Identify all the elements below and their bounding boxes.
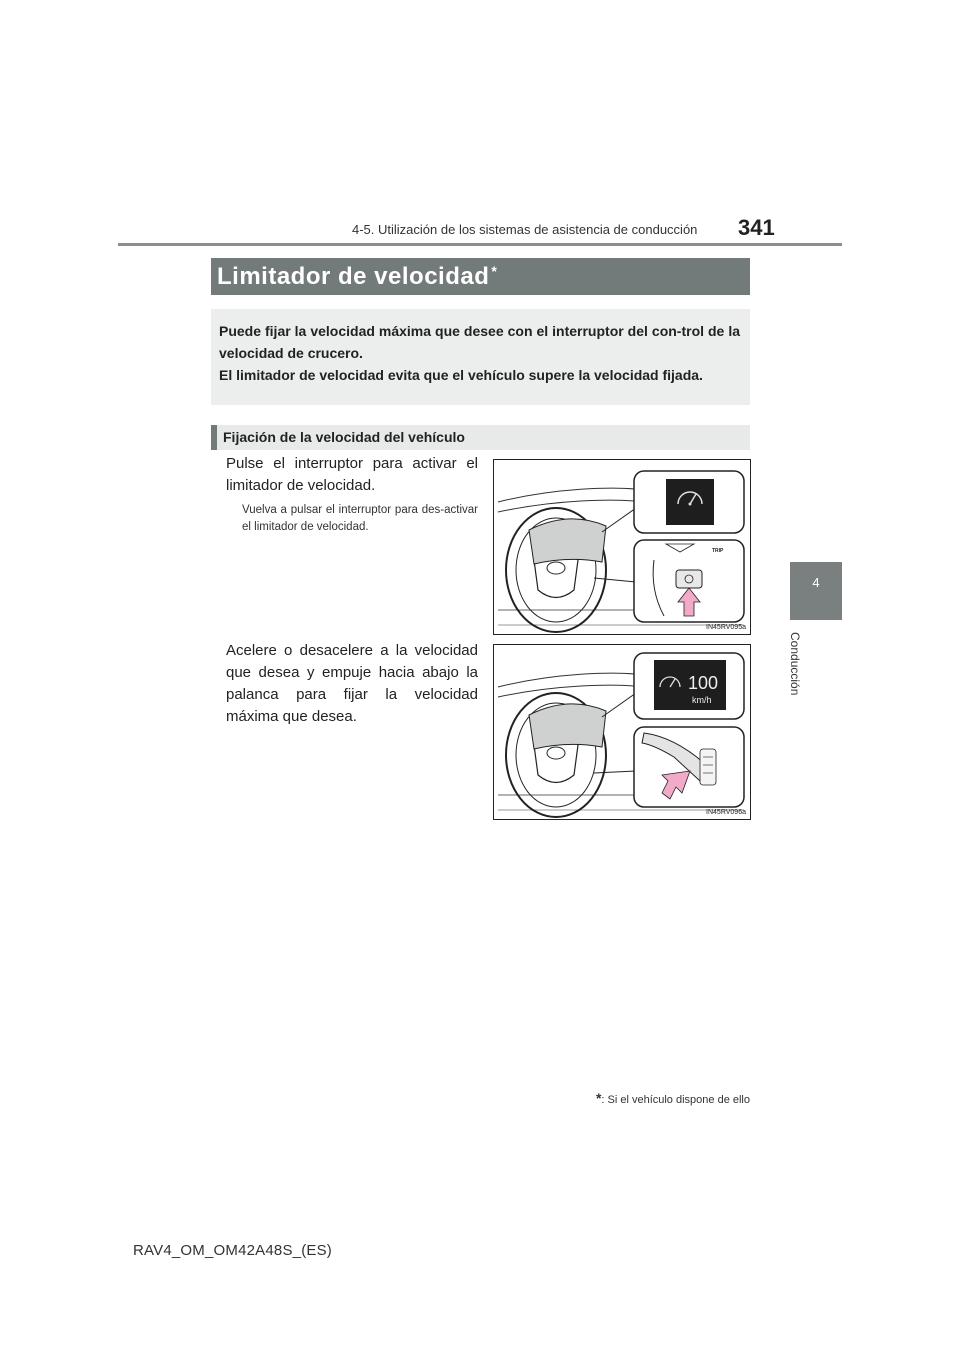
page-number: 341 xyxy=(738,215,775,240)
chapter-label: Conducción xyxy=(788,632,802,696)
intro-line-1: Puede fijar la velocidad máxima que desee con el interruptor del con-trol de la velocidad de crucero. xyxy=(219,323,740,361)
footnote xyxy=(596,1090,750,1106)
intro-line-2: El limitador de velocidad evita que el vehículo supere la velocidad fijada. xyxy=(219,367,703,383)
header-divider xyxy=(118,243,842,246)
step-2-text: Acelere o desacelere a la velocidad que desea y empuje hacia abajo la palanca para fijar la velocidad máxima que desea. xyxy=(226,642,478,725)
subsection-title: Fijación de la velocidad del vehículo xyxy=(211,425,750,450)
chapter-number: 4 xyxy=(812,575,820,590)
section-heading: 4-5. Utilización de los sistemas de asistencia de conducción xyxy=(352,222,698,237)
figure-set-speed-lever xyxy=(493,644,751,820)
chapter-tab xyxy=(790,562,842,620)
document-code: RAV4_OM_OM42A48S_(ES) xyxy=(133,1242,333,1259)
dashboard-illustration xyxy=(494,460,750,634)
figure-code: IN45RV095a xyxy=(706,624,746,631)
trip-label: TRIP xyxy=(712,548,724,554)
footnote-marker: * xyxy=(595,1090,602,1106)
figure-code: IN45RV096a xyxy=(706,809,746,816)
intro-box xyxy=(211,309,750,405)
page-title-text: Limitador de velocidad xyxy=(217,262,490,290)
step-1-text: Pulse el interruptor para activar el limitador de velocidad. xyxy=(226,455,478,494)
speed-limiter-display xyxy=(666,479,714,525)
speed-limiter-switch-button xyxy=(676,570,702,588)
display-speed-unit: km/h xyxy=(692,695,712,705)
title-footnote-marker: * xyxy=(491,262,498,279)
footnote-text: : Si el vehículo dispone de ello xyxy=(601,1094,750,1106)
display-speed-value: 100 xyxy=(688,673,719,693)
figure-speed-limiter-switch xyxy=(493,459,751,635)
page-title xyxy=(211,258,750,295)
step-1-note: Vuelva a pulsar el interruptor para des-activar el limitador de velocidad. xyxy=(242,504,478,533)
dashboard-lever-illustration xyxy=(494,645,750,819)
